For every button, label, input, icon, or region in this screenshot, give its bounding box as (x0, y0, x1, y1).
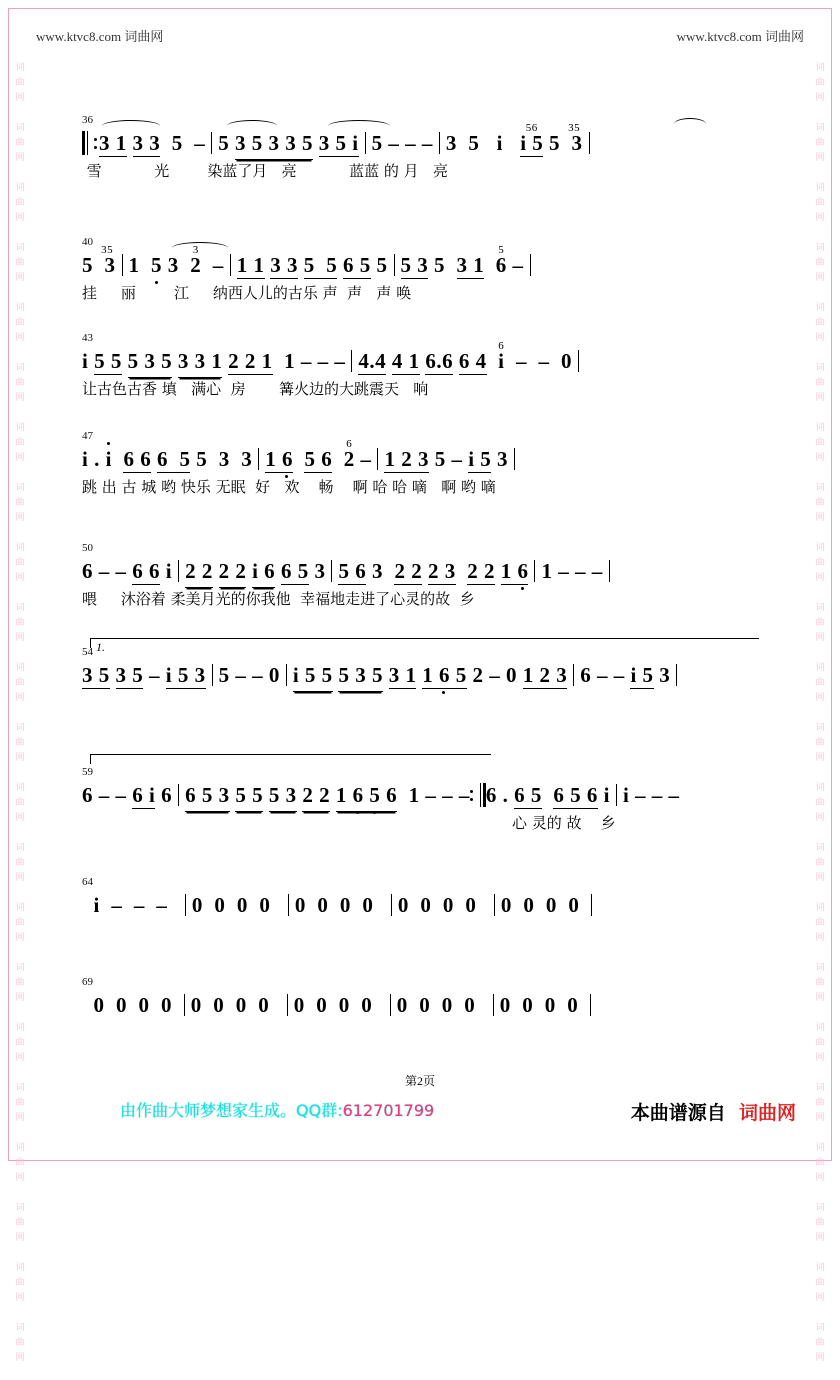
repeat-start-barline (82, 131, 90, 155)
repeat-end-barline (478, 783, 486, 807)
lyrics-line (82, 922, 758, 944)
system-40 (82, 236, 758, 304)
watermark-left: 词 曲 网 词 曲 网 词 曲 网 词 曲 网 词 曲 网 词 曲 网 词 曲 网 词 曲 网 词 曲 网 词 曲 网 词 曲 网 词 曲 网 词 曲 网 词 曲 网 词 曲 网 词 曲 网 词 曲 网 词 曲 网 词 曲 网 词 曲 网 词 曲 网 词 曲 网 (15, 62, 25, 1362)
measure-number: 69 (82, 976, 93, 988)
system-50 (82, 542, 758, 610)
lyrics-line: 雪 光 染蓝了月 亮 蓝蓝 的 月 亮 (82, 162, 448, 180)
measure-number: 40 (82, 236, 93, 248)
system-43 (82, 332, 758, 400)
lyrics-line (82, 1022, 758, 1044)
repeat-dots (94, 131, 99, 155)
lyrics-line: 喂 沐浴着 柔美月光的你我他 幸福地走进了心灵的故 乡 (82, 590, 475, 608)
notes-line: i 5 5 5 3 5 3 3 1 2 2 1 1 – – – 4.4 4 1 6.6 6 4 6 i – – 0 (82, 346, 758, 376)
notes-line: i . i 6 6 6 5 5 3 3 1 6 5 6 6 2 – 1 2 3 5 – i 5 3 (82, 444, 758, 474)
page-number: 第2页 (404, 1074, 435, 1088)
system-64 (82, 876, 758, 944)
system-54 (82, 640, 758, 714)
notes-line: 0 0 0 0 0 0 0 0 0 0 0 0 0 0 0 0 0 0 0 0 (82, 990, 758, 1020)
brand-name: 词曲网 (738, 1102, 796, 1124)
notes-line: 3 5 3 5 – i 5 3 5 – – 0 i 5 5 5 3 5 3 1 1 6 5 2 – 0 1 2 3 6 – – i 5 3 (82, 660, 758, 690)
lyrics-line: 跳 出 古 城 哟 快乐 无眠 好 欢 畅 啊 哈 哈 嘀 啊 哟 嘀 (82, 478, 496, 496)
measure-number: 59 (82, 766, 93, 778)
measure-number: 43 (82, 332, 93, 344)
system-69 (82, 976, 758, 1044)
notes-line: 5 35 3 1 5 3 3 2 – 1 1 3 3 5 5 6 5 5 5 3 5 3 1 5 6 – (82, 250, 758, 280)
lyrics-line: 让古色古香 填 满心 房 篝火边的大跳震天 响 (82, 380, 429, 398)
measure-number: 50 (82, 542, 93, 554)
lyrics-line (82, 692, 758, 714)
system-59 (82, 766, 758, 834)
qq-group-number: 612701799 (342, 1101, 435, 1120)
notes-line: 6 – – 6 i 6 6 5 3 5 5 5 3 2 2 1 6 5 6 1 – – – 6 . 6 5 6 5 6 i i – – – (82, 780, 758, 810)
system-36 (82, 114, 758, 182)
header-left: www.ktvc8.com 词曲网 (36, 29, 164, 44)
source-prefix: 本曲谱源自 (630, 1102, 726, 1124)
lyrics-line: 心 灵的 故 乡 (512, 814, 616, 832)
notes-line: 3 1 3 3 5 – 5 3 5 3 3 5 3 5 i 5 – – – 3 5 i 56 i 5 5 35 3 (82, 128, 758, 158)
measure-number: 64 (82, 876, 93, 888)
source-note (631, 1098, 796, 1125)
system-47 (82, 430, 758, 498)
second-ending-bracket (90, 754, 491, 764)
generator-text: 由作曲大师梦想家生成。QQ群: (120, 1101, 343, 1120)
first-ending-label: 1. (96, 640, 105, 654)
header-right: www.ktvc8.com 词曲网 (676, 29, 804, 44)
first-ending-bracket (90, 638, 759, 648)
watermark-right: 词 曲 网 词 曲 网 词 曲 网 词 曲 网 词 曲 网 词 曲 网 词 曲 网 词 曲 网 词 曲 网 词 曲 网 词 曲 网 词 曲 网 词 曲 网 词 曲 网 词 曲 网 词 曲 网 词 曲 网 词 曲 网 词 曲 网 词 曲 网 词 曲 网 词 曲 网 (815, 62, 825, 1362)
measure-number: 47 (82, 430, 93, 442)
lyrics-line: 挂 丽 江 纳西人儿的古乐 声 声 声 唤 (82, 284, 412, 302)
generator-note (120, 1098, 434, 1121)
notes-line: 6 – – 6 6 i 2 2 2 2 i 6 6 5 3 5 6 3 2 2 2 3 2 2 1 6 1 – – – (82, 556, 758, 586)
notes-line: i – – – 0 0 0 0 0 0 0 0 0 0 0 0 0 0 0 0 (82, 890, 758, 920)
measure-number: 36 (82, 114, 93, 126)
measure-number: 54 (82, 646, 93, 658)
